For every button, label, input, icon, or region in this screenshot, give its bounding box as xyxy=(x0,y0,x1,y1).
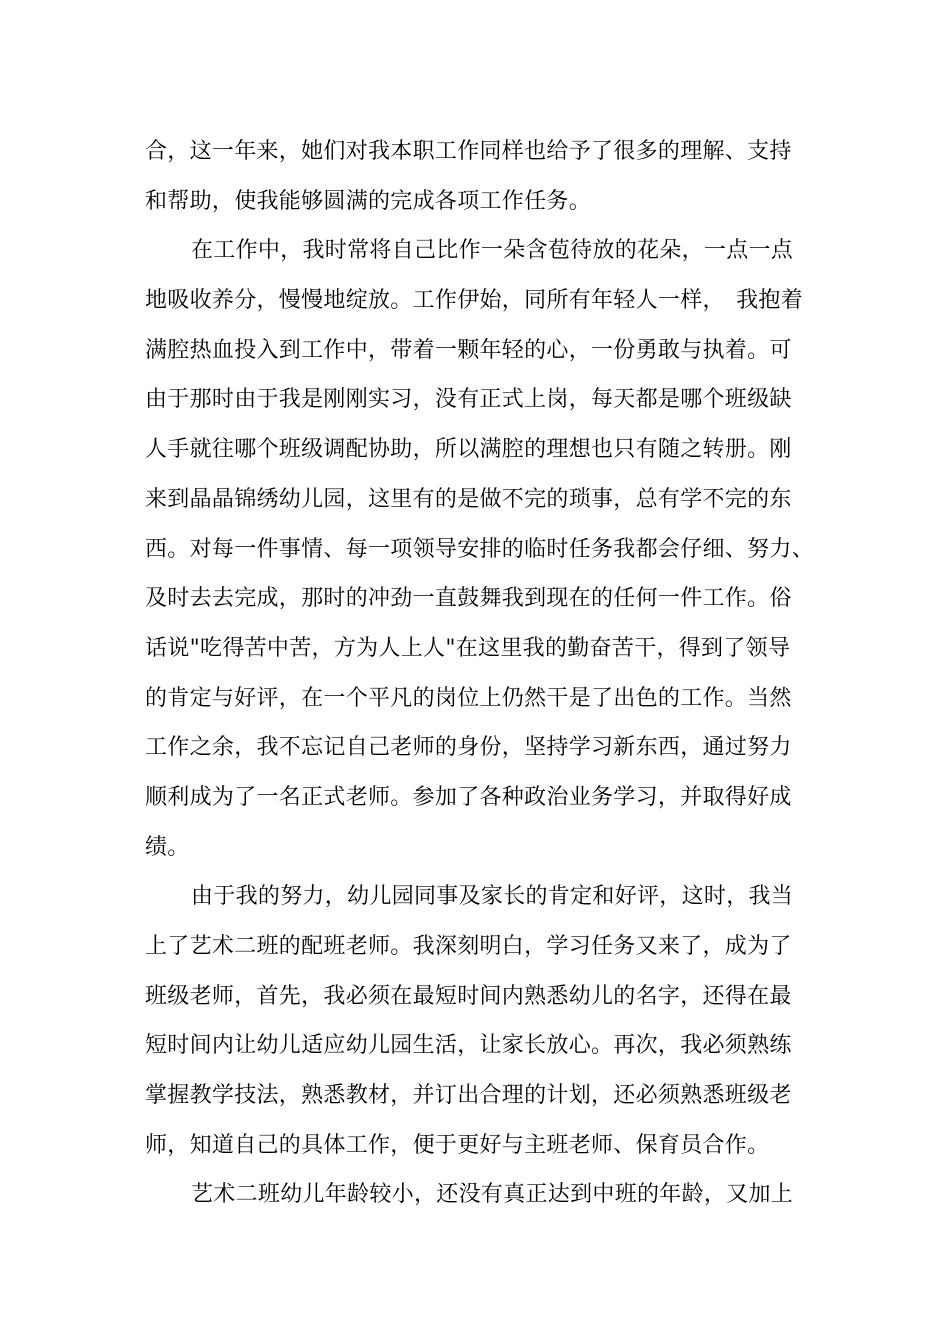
text-line: 满腔热血投入到工作中，带着一颗年轻的心，一份勇敢与执着。可 xyxy=(145,337,792,363)
text-line: 师，知道自己的具体工作，便于更好与主班老师、保育员合作。 xyxy=(145,1132,770,1158)
text-line: 合，这一年来，她们对我本职工作同样也给予了很多的理解、支持 xyxy=(145,139,792,164)
text-line: 话说"吃得苦中苦，方为人上人"在这里我的勤奋苦干，得到了领导 xyxy=(145,635,791,661)
text-line: 地吸收养分，慢慢地绽放。工作伊始，同所有年轻人一样， 我抱着 xyxy=(145,288,804,314)
text-line: 及时去去完成，那时的冲劲一直鼓舞我到现在的任何一件工作。俗 xyxy=(145,586,792,612)
text-line: 的肯定与好评，在一个平凡的岗位上仍然干是了出色的工作。当然 xyxy=(145,685,792,711)
paragraph-start-line: 艺术二班幼儿年龄较小，还没有真正达到中班的年龄，又加上 xyxy=(191,1182,794,1208)
text-line: 顺利成为了一名正式老师。参加了各种政治业务学习，并取得好成 xyxy=(145,784,792,810)
text-line: 班级老师，首先，我必须在最短时间内熟悉幼儿的名字，还得在最 xyxy=(145,983,792,1009)
text-line: 和帮助，使我能够圆满的完成各项工作任务。 xyxy=(145,188,592,214)
text-line: 人手就往哪个班级调配协助，所以满腔的理想也只有随之转册。刚 xyxy=(145,437,792,463)
text-line: 绩。 xyxy=(145,834,190,860)
text-line: 工作之余，我不忘记自己老师的身份，坚持学习新东西，通过努力 xyxy=(145,735,792,761)
text-line: 由于那时由于我是刚刚实习，没有正式上岗，每天都是哪个班级缺 xyxy=(145,387,792,413)
text-line: 来到晶晶锦绣幼儿园，这里有的是做不完的琐事，总有学不完的东 xyxy=(145,486,792,512)
text-line: 上了艺术二班的配班老师。我深刻明白，学习任务又来了，成为了 xyxy=(145,934,792,959)
text-line: 短时间内让幼儿适应幼儿园生活，让家长放心。再次，我必须熟练 xyxy=(145,1033,792,1059)
paragraph-start-line: 在工作中，我时常将自己比作一朵含苞待放的花朵，一点一点 xyxy=(191,238,794,264)
text-line: 掌握教学技法，熟悉教材，并订出合理的计划，还必须熟悉班级老 xyxy=(145,1083,792,1109)
text-line: 西。对每一件事情、每一项领导安排的临时任务我都会仔细、努力、 xyxy=(145,536,815,562)
body-text xyxy=(145,127,815,1220)
paragraph-start-line: 由于我的努力，幼儿园同事及家长的肯定和好评，这时，我当 xyxy=(191,884,794,910)
